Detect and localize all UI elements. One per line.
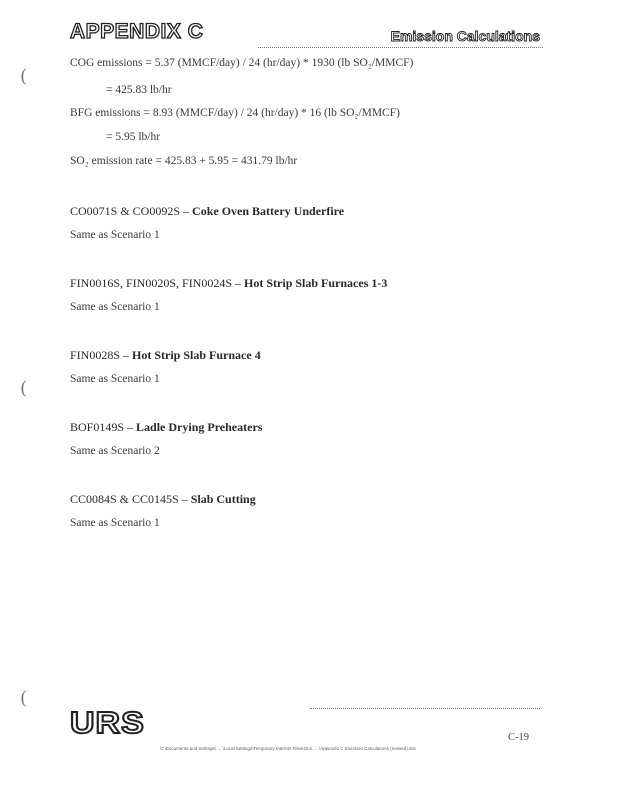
- urs-logo: URS: [70, 705, 145, 741]
- source-title: Hot Strip Slab Furnace 4: [132, 348, 261, 362]
- section-title: Emission Calculations: [390, 28, 540, 44]
- page-number: C-19: [508, 732, 529, 743]
- section-heading-slab-cutting: [70, 492, 256, 507]
- section-heading-slab-furnaces-1-3: [70, 276, 387, 291]
- section-note-slab-furnaces-1-3: Same as Scenario 1: [70, 301, 160, 313]
- dash: –: [183, 204, 190, 218]
- source-codes: CC0084S & CC0145S: [70, 492, 179, 506]
- section-note-slab-furnace-4: Same as Scenario 1: [70, 373, 160, 385]
- section-note-ladle-drying: Same as Scenario 2: [70, 445, 160, 457]
- appendix-title: APPENDIX C: [70, 20, 204, 43]
- section-heading-coke-oven: [70, 204, 344, 219]
- section-note-slab-cutting: Same as Scenario 1: [70, 517, 160, 529]
- source-codes: CO0071S & CO0092S: [70, 204, 181, 218]
- source-title: Hot Strip Slab Furnaces 1-3: [244, 276, 388, 290]
- source-codes: FIN0028S: [70, 348, 121, 362]
- dash: –: [127, 420, 134, 434]
- dash: –: [123, 348, 130, 362]
- source-title: Slab Cutting: [190, 492, 256, 506]
- margin-mark-top: (: [20, 66, 28, 87]
- dash: –: [181, 492, 188, 506]
- section-note-coke-oven: Same as Scenario 1: [70, 229, 160, 241]
- cog-emissions-result: = 425.83 lb/hr: [106, 84, 172, 96]
- margin-mark-middle: (: [20, 378, 28, 399]
- source-codes: FIN0016S, FIN0020S, FIN0024S: [70, 276, 233, 290]
- source-codes: BOF0149S: [70, 420, 125, 434]
- bfg-emissions-line: BFG emissions = 8.93 (MMCF/day) / 24 (hr/day) * 16 (lb SO₂/MMCF): [70, 107, 400, 119]
- source-title: Ladle Drying Preheaters: [136, 420, 263, 434]
- header-rule: [258, 47, 543, 48]
- source-title: Coke Oven Battery Underfire: [192, 204, 345, 218]
- section-heading-slab-furnace-4: [70, 348, 261, 363]
- cog-emissions-line: COG emissions = 5.37 (MMCF/day) / 24 (hr/day) * 1930 (lb SO₂/MMCF): [70, 57, 414, 69]
- so2-emission-rate-line: SO₂ emission rate = 425.83 + 5.95 = 431.79 lb/hr: [70, 155, 298, 167]
- dash: –: [235, 276, 242, 290]
- bfg-emissions-result: = 5.95 lb/hr: [106, 131, 161, 143]
- footer-file-path: C:\Documents and Settings\ ... \Local Settings\Temporary Internet Files\OLK ... \Appendix C Emission Calculations (revised).doc: [160, 746, 417, 751]
- section-heading-ladle-drying: [70, 420, 262, 435]
- margin-mark-bottom: (: [20, 688, 28, 709]
- footer-rule: [310, 708, 540, 709]
